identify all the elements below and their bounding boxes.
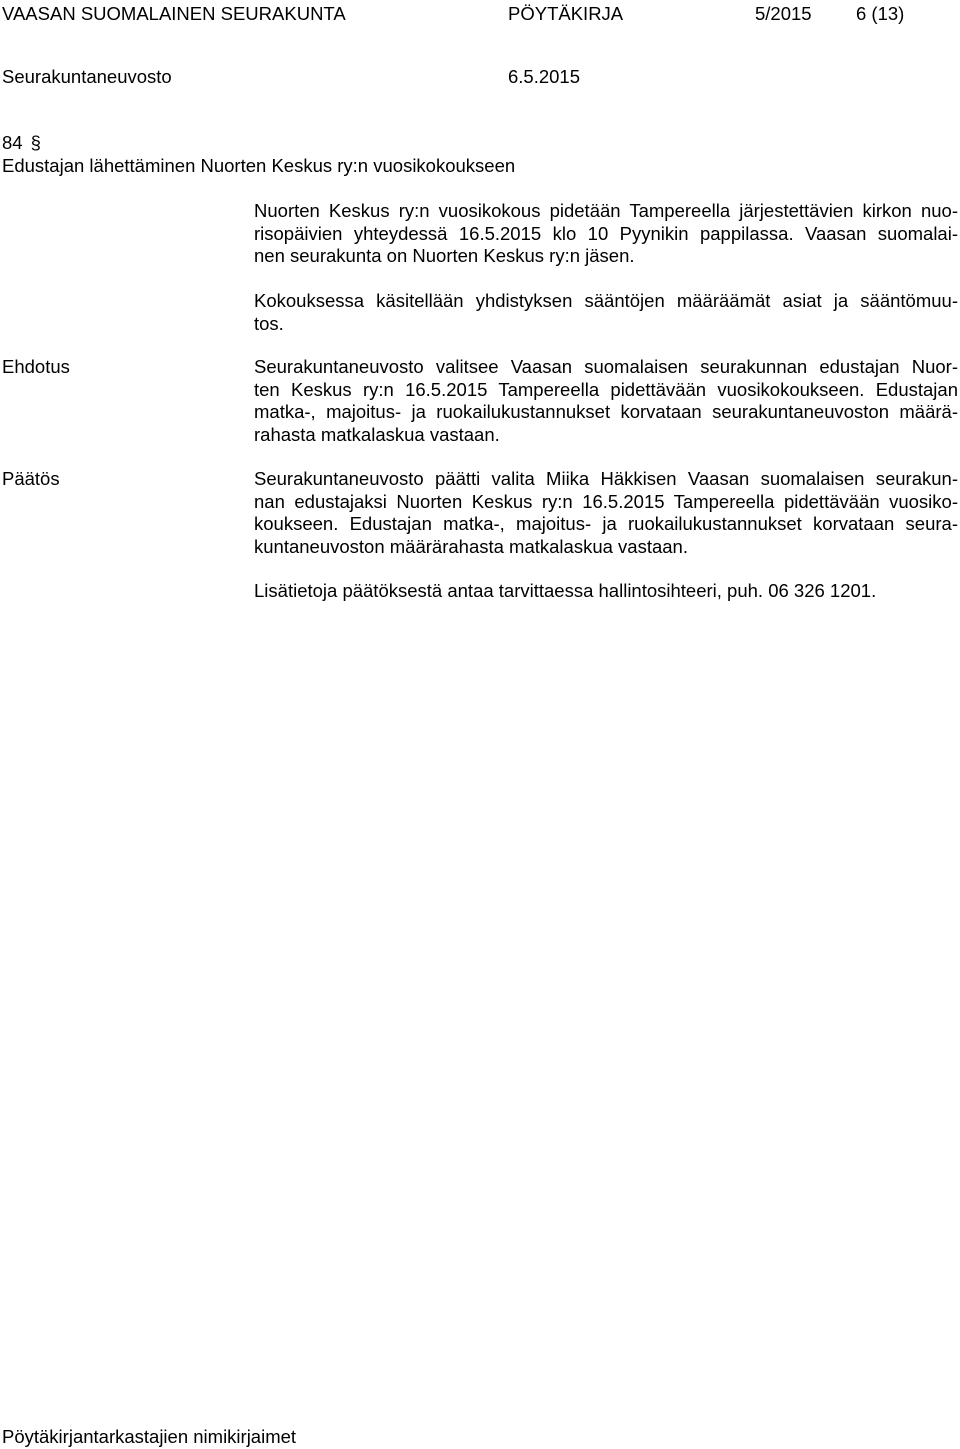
decision-line: Seurakuntaneuvosto päätti valita Miika Häkkisen Vaasan suomalaisen seurakun- [254,468,958,489]
item-number-row [2,132,41,155]
header-doc-number: 5/2015 [755,3,812,24]
item-title: Edustajan lähettäminen Nuorten Keskus ry:n vuosikokoukseen [2,155,516,176]
header-date: 6.5.2015 [508,66,581,87]
header-organization: VAASAN SUOMALAINEN SEURAKUNTA [2,3,346,24]
paragraph-line: Kokouksessa käsitellään yhdistyksen sääntöjen määräämät asiat ja sääntömuu- [254,290,958,311]
background-paragraph [254,200,958,268]
decision-label: Päätös [2,468,60,489]
header-body-name: Seurakuntaneuvosto [2,66,172,87]
item-number: 84 [2,132,23,153]
decision-line: koukseen. Edustajan matka-, majoitus- ja ruokailukustannukset korvataan seura- [254,513,958,534]
decision-line: nan edustajaksi Nuorten Keskus ry:n 16.5.2015 Tampereella pidettävään vuosiko- [254,490,958,512]
paragraph-line: risopäivien yhteydessä 16.5.2015 klo 10 Pyynikin pappilassa. Vaasan suomalai- [254,222,958,244]
decision-text [254,468,958,558]
proposal-line: ten Keskus ry:n 16.5.2015 Tampereella pidettävään vuosikokoukseen. Edustajan [254,378,958,400]
decision-line: kuntaneuvoston määrärahasta matkalaskua vastaan. [254,535,688,557]
decision-info: Lisätietoja päätöksestä antaa tarvittaessa hallintosihteeri, puh. 06 326 1201. [254,580,877,601]
proposal-line: rahasta matkalaskua vastaan. [254,423,500,445]
proposal-line: matka-, majoitus- ja ruokailukustannukset korvataan seurakuntaneuvoston määrä- [254,401,958,422]
section-sign: § [30,132,41,153]
footer-signature-label: Pöytäkirjantarkastajien nimikirjaimet [2,1426,297,1447]
proposal-label: Ehdotus [2,356,70,377]
proposal-text [254,356,958,446]
agenda-paragraph [254,290,958,335]
header-page-number: 6 (13) [856,3,905,24]
paragraph-line: nen seurakunta on Nuorten Keskus ry:n jäsen. [254,245,635,266]
header-doc-type: PÖYTÄKIRJA [508,3,624,24]
paragraph-line: tos. [254,312,284,334]
paragraph-line: Nuorten Keskus ry:n vuosikokous pidetään Tampereella järjestettävien kirkon nuo- [254,200,958,221]
proposal-line: Seurakuntaneuvosto valitsee Vaasan suomalaisen seurakunnan edustajan Nuor- [254,356,958,377]
